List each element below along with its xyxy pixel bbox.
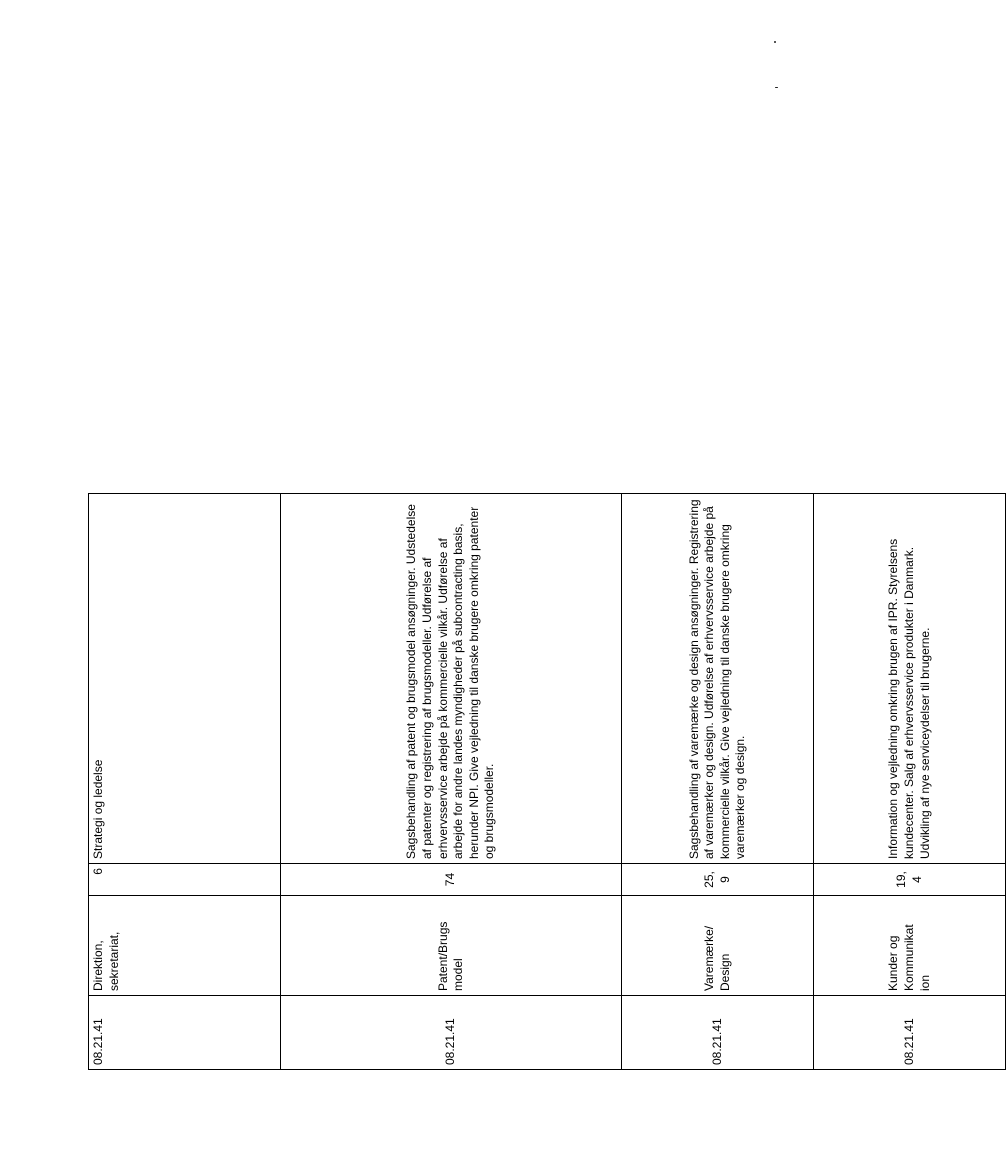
tasks-cell: Strategi og ledelse	[89, 494, 281, 864]
scan-speck	[775, 87, 778, 88]
office-code-cell: 08.21.41	[814, 996, 1006, 1070]
table-row	[89, 494, 281, 1070]
scan-speck	[774, 41, 776, 43]
office-code-cell: 08.21.41	[622, 996, 814, 1070]
tasks-cell: Information og vejledning omkring brugen af IPR. Styrelsens kundecenter. Salg af erhvervsservice produkter i Danmark. Udvikling af nye serviceydelser til brugerne.	[814, 494, 1006, 864]
tasks-cell: Sagsbehandling af patent og brugsmodel ansøgninger. Udstedelse af patenter og registrering af brugsmodeller. Udførelse af erhvervsservice arbejde på kommercielle vilkår. Udførelse af arbejde for andre landes myndigheder på subcontracting basis, herunder NPI. Give vejledning til danske brugere omkring patenter og brugsmodeller.	[281, 494, 622, 864]
tasks-cell: Sagsbehandling af varemærke og design ansøgninger. Registrering af varemærker og design. Udførelse af erhvervsservice arbejde på kommercielle vilkår. Give vejledning til danske brugere omkring varemærker og design.	[622, 494, 814, 864]
unit-name-cell: Patent/Brugs model	[281, 896, 622, 996]
table-row	[622, 494, 814, 1070]
office-code-cell: 08.21.41	[281, 996, 622, 1070]
unit-name-cell: Kunder og Kommunikat ion	[814, 896, 1006, 996]
rotated-table-container	[88, 494, 932, 1070]
table-row	[814, 494, 1006, 1070]
unit-name-cell: Direktion, sekretariat,	[89, 896, 281, 996]
organization-table	[88, 493, 1006, 1070]
staff-count-cell: 6	[89, 864, 281, 896]
unit-name-cell: Varemærke/ Design	[622, 896, 814, 996]
staff-count-cell: 19,4	[814, 864, 1006, 896]
office-code-cell: 08.21.41	[89, 996, 281, 1070]
table-row	[281, 494, 622, 1070]
staff-count-cell: 25,9	[622, 864, 814, 896]
staff-count-cell: 74	[281, 864, 622, 896]
